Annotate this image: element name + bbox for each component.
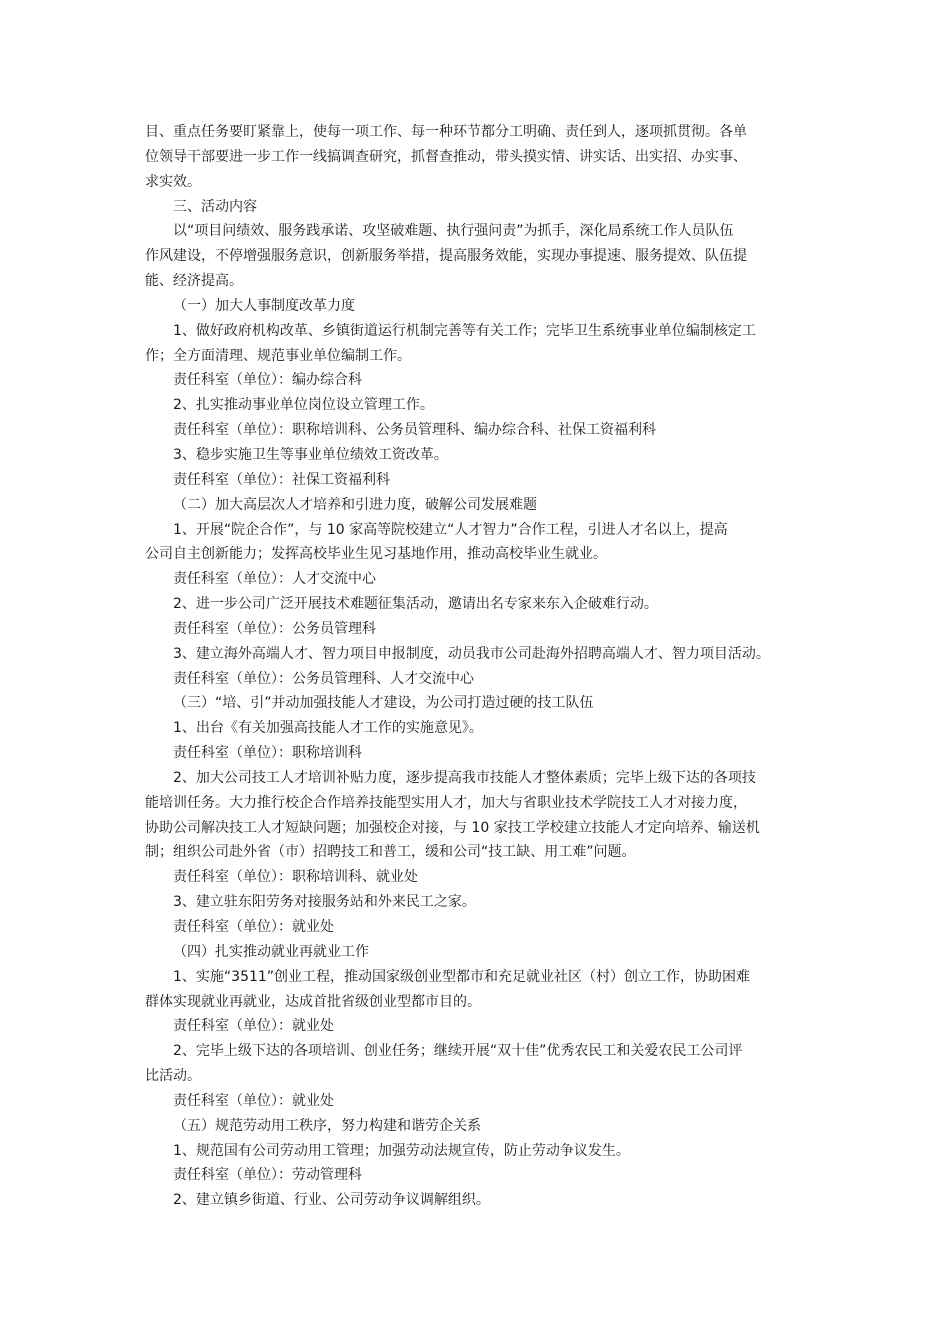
text-line: 协助公司解决技工人才短缺问题；加强校企对接，与 10 家技工学校建立技能人才定向培养、输送机 [145, 819, 760, 836]
text-line: 作；全方面清理、规范事业单位编制工作。 [145, 347, 411, 364]
text-line: 责任科室（单位）：公务员管理科 [173, 620, 376, 637]
text-line: （二）加大高层次人才培养和引进力度，破解公司发展难题 [173, 496, 537, 513]
text-line: 1、实施“3511”创业工程，推动国家级创业型都市和充足就业社区（村）创立工作，协助困难 [173, 968, 751, 985]
text-line: 责任科室（单位）：职称培训科 [173, 745, 362, 762]
text-line: 目、重点任务要盯紧靠上，使每一项工作、每一种环节都分工明确、责任到人，逐项抓贯彻。各单 [145, 124, 747, 140]
text-line: 2、建立镇乡街道、行业、公司劳动争议调解组织。 [173, 1192, 490, 1209]
text-line: 3、稳步实施卫生等事业单位绩效工资改革。 [173, 446, 448, 463]
text-line: （三）“培、引”并动加强技能人才建设，为公司打造过硬的技工队伍 [173, 695, 594, 712]
text-line: 作风建设，不停增强服务意识，创新服务举措，提高服务效能，实现办事提速、服务提效、队伍提 [145, 248, 747, 265]
text-line: （五）规范劳动用工秩序，努力构建和谐劳企关系 [173, 1117, 481, 1134]
text-line: 责任科室（单位）：编办综合科 [173, 372, 362, 389]
text-line: 责任科室（单位）：劳动管理科 [173, 1167, 362, 1184]
text-line: 责任科室（单位）：就业处 [173, 1092, 334, 1109]
document-body [145, 120, 810, 1213]
text-line: 3、建立海外高端人才、智力项目申报制度，动员我市公司赴海外招聘高端人才、智力项目活动。 [173, 645, 770, 662]
text-line: 1、开展“院企合作”，与 10 家高等院校建立“人才智力”合作工程，引进人才名以上，提高 [173, 521, 728, 538]
text-line: 责任科室（单位）：职称培训科、公务员管理科、编办综合科、社保工资福利科 [173, 422, 656, 439]
text-line: 群体实现就业再就业，达成首批省级创业型都市目的。 [145, 993, 481, 1010]
text-line: 3、建立驻东阳劳务对接服务站和外来民工之家。 [173, 894, 476, 911]
text-line: 1、出台《有关加强高技能人才工作的实施意见》。 [173, 720, 483, 737]
text-line: 公司自主创新能力；发挥高校毕业生见习基地作用，推动高校毕业生就业。 [145, 546, 607, 563]
text-line: 能、经济提高。 [145, 273, 243, 290]
text-line: 2、加大公司技工人才培训补贴力度，逐步提高我市技能人才整体素质；完毕上级下达的各项技 [173, 769, 756, 786]
text-line: 2、扎实推动事业单位岗位设立管理工作。 [173, 397, 434, 414]
text-line: 1、规范国有公司劳动用工管理；加强劳动法规宣传，防止劳动争议发生。 [173, 1142, 630, 1159]
text-line: 制；组织公司赴外省（市）招聘技工和普工，缓和公司“技工缺、用工难”问题。 [145, 844, 636, 861]
text-line: 责任科室（单位）：公务员管理科、人才交流中心 [173, 670, 474, 687]
text-line: 责任科室（单位）：就业处 [173, 919, 334, 935]
text-line: 1、做好政府机构改革、乡镇街道运行机制完善等有关工作；完毕卫生系统事业单位编制核定工 [173, 322, 756, 339]
text-line: 2、完毕上级下达的各项培训、创业任务；继续开展“双十佳”优秀农民工和关爱农民工公司评 [173, 1043, 743, 1060]
text-line: 求实效。 [145, 173, 201, 190]
text-line: 以“项目问绩效、服务践承诺、攻坚破难题、执行强问责”为抓手，深化局系统工作人员队伍 [173, 223, 734, 240]
text-line: 责任科室（单位）：人才交流中心 [173, 571, 376, 588]
text-line: （四）扎实推动就业再就业工作 [173, 943, 369, 960]
text-line: 位领导干部要进一步工作一线搞调查研究，抓督查推动，带头摸实情、讲实话、出实招、办实事、 [145, 148, 747, 165]
text-line: 比活动。 [145, 1068, 201, 1085]
text-line: 责任科室（单位）：就业处 [173, 1018, 334, 1035]
text-line: 2、进一步公司广泛开展技术难题征集活动，邀请出名专家来东入企破难行动。 [173, 596, 658, 613]
text-line: 责任科室（单位）：职称培训科、就业处 [173, 869, 418, 886]
text-line: 能培训任务。大力推行校企合作培养技能型实用人才，加大与省职业技术学院技工人才对接力度， [145, 794, 747, 811]
text-line: 三、活动内容 [173, 198, 257, 215]
text-line: 责任科室（单位）：社保工资福利科 [173, 471, 390, 488]
text-line: （一）加大人事制度改革力度 [173, 297, 355, 314]
